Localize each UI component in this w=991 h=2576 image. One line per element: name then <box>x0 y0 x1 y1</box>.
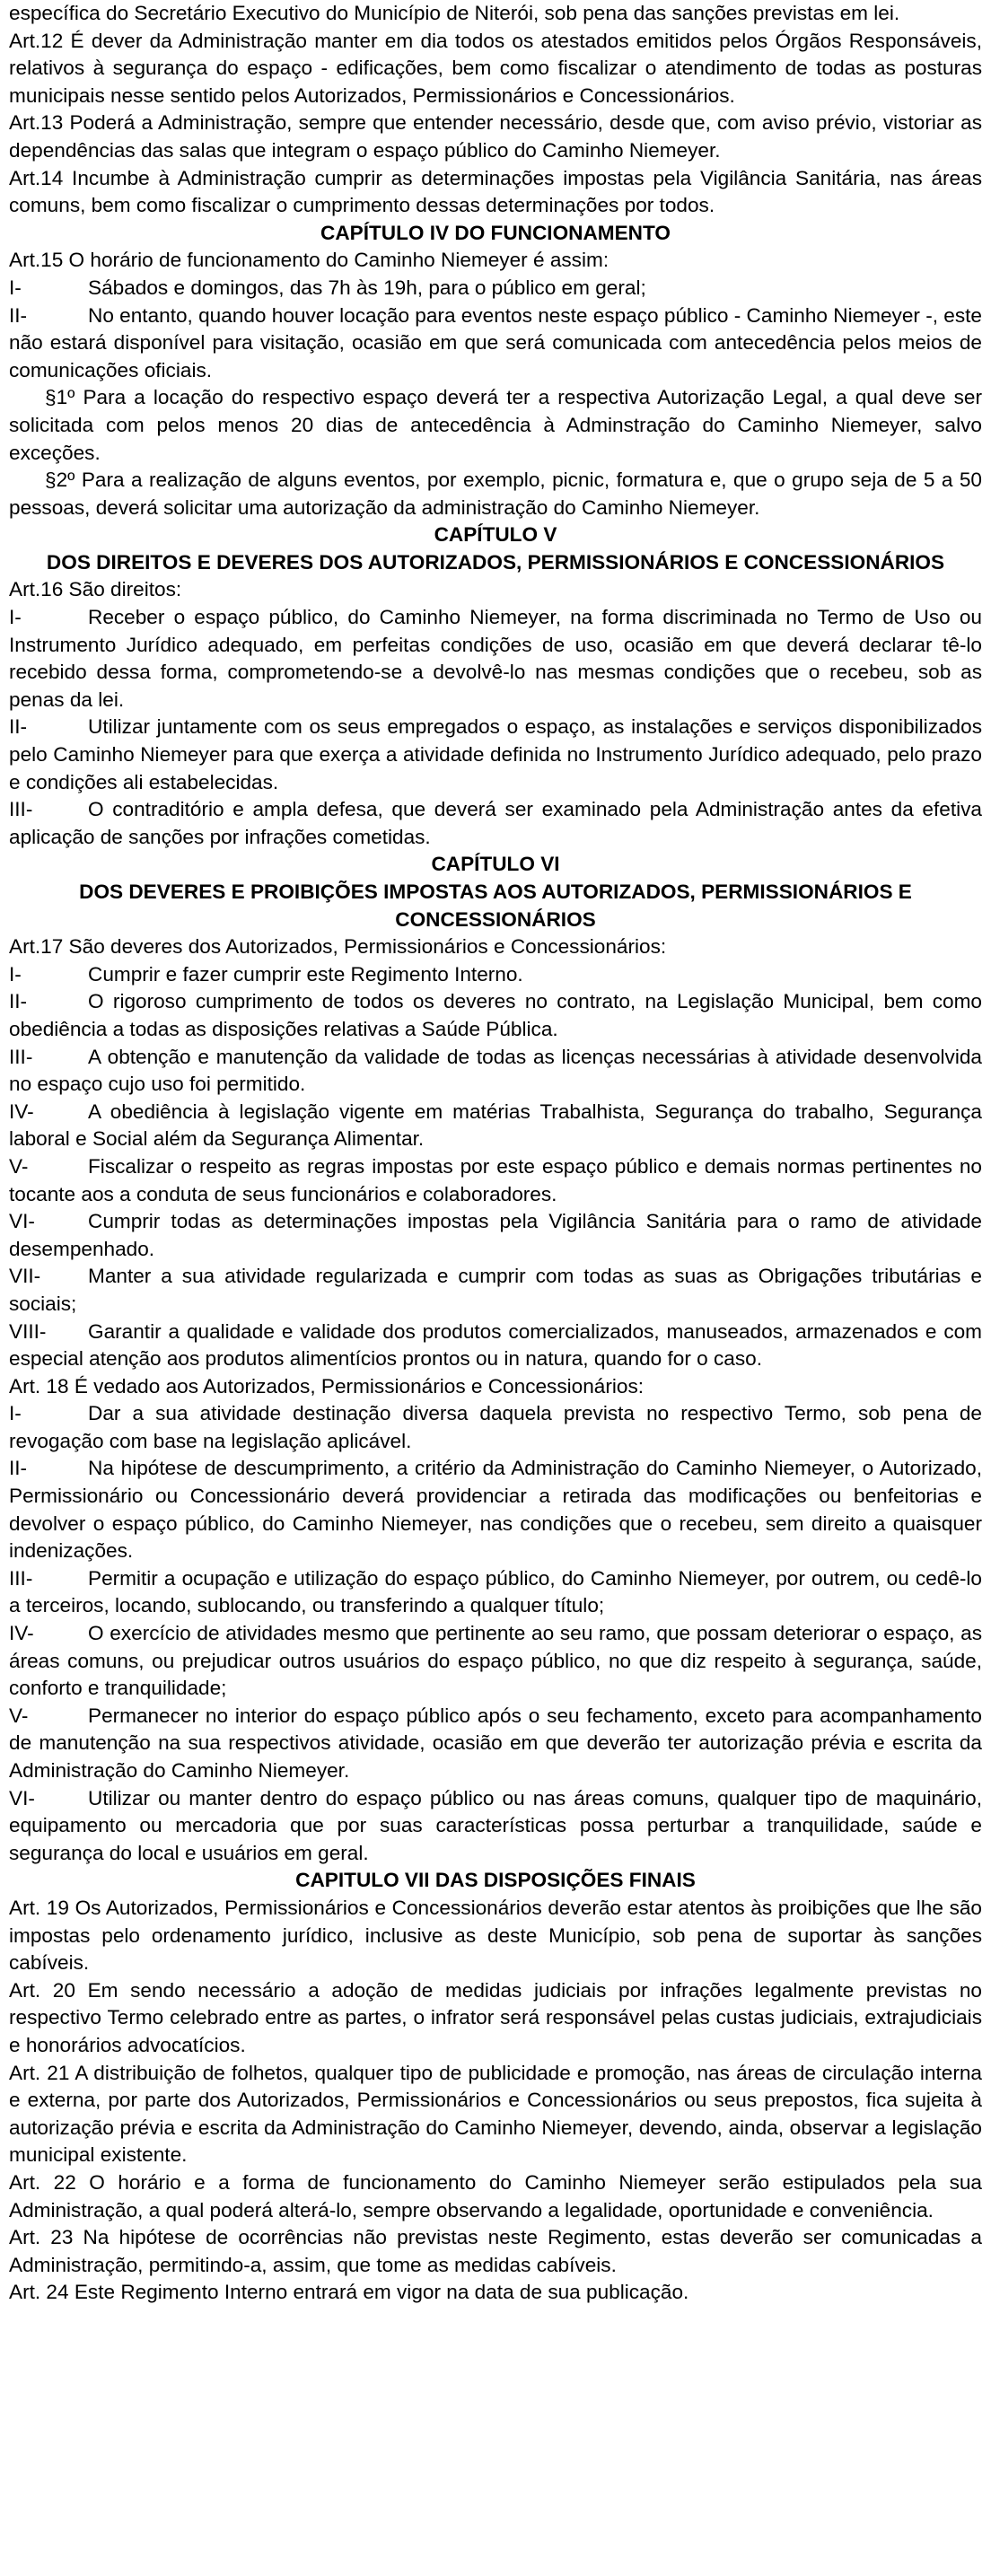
item-number: VI- <box>9 1210 35 1233</box>
item-number: I- <box>9 606 22 629</box>
item-text: Utilizar juntamente com os seus empregados o espaço, as instalações e serviços disponibilizados pelo Caminho Niemeyer para que exerça a atividade definida no Instrumento Jurídico adequado, pelo prazo e condições ali estabelecidas. <box>9 715 982 793</box>
item-number: V- <box>9 1704 29 1727</box>
paragraph-art20: Art. 20 Em sendo necessário a adoção de medidas judiciais por infrações legalmente previstas no respectivo Termo celebrado entre as partes, o infrator será responsável pelas custas judiciais, extrajudiciais e honorários advocatícios. <box>9 1978 982 2056</box>
item-text: Receber o espaço público, do Caminho Niemeyer, na forma discriminada no Termo de Uso ou Instrumento Jurídico adequado, em perfeitas condições de uso, ocasião em que deverá declarar tê-lo recebido dessa forma, comprometendo-se a devolvê-lo nas mesmas condições que o recebeu, sob as penas da lei. <box>9 606 982 711</box>
art18-item-i <box>9 1400 982 1455</box>
chapter-vii-heading: CAPITULO VII DAS DISPOSIÇÕES FINAIS <box>295 1869 696 1892</box>
chapter-vi-title: DOS DEVERES E PROIBIÇÕES IMPOSTAS AOS AUTORIZADOS, PERMISSIONÁRIOS E CONCESSIONÁRIOS <box>79 881 912 931</box>
item-number: II- <box>9 990 28 1013</box>
item-number: II- <box>9 303 28 327</box>
paragraph-art16: Art.16 São direitos: <box>9 578 182 601</box>
chapter-vi-heading: CAPÍTULO VI <box>431 853 560 876</box>
item-number: I- <box>9 1402 22 1425</box>
paragraph-art14: Art.14 Incumbe à Administração cumprir as determinações impostas pela Vigilância Sanitária, nas áreas comuns, bem como fiscalizar o cumprimento dessas determinações por todos. <box>9 166 982 217</box>
item-number: I- <box>9 962 22 986</box>
item-text: Cumprir e fazer cumprir este Regimento Interno. <box>88 962 523 986</box>
item-number: IV- <box>9 1100 34 1123</box>
art18-item-iv <box>9 1620 982 1703</box>
item-text: No entanto, quando houver locação para eventos neste espaço público - Caminho Niemeyer -, este não estará disponível para visitação, ocasião em que será comunicada com antecedência pelos meios de comunicações oficiais. <box>9 303 982 381</box>
item-number: VI- <box>9 1786 35 1809</box>
paragraph-art13: Art.13 Poderá a Administração, sempre que entender necessário, desde que, com aviso prévio, vistoriar as dependências das salas que integram o espaço público do Caminho Niemeyer. <box>9 111 982 162</box>
paragraph-art12: Art.12 É dever da Administração manter em dia todos os atestados emitidos pelos Órgãos Responsáveis, relativos à segurança do espaço - edificações, bem como fiscalizar o atendimento de todas as posturas municipais nesse sentido pelos Autorizados, Permissionários e Concessionários. <box>9 29 982 107</box>
paragraph-art21: Art. 21 A distribuição de folhetos, qualquer tipo de publicidade e promoção, nas áreas de circulação interna e externa, por parte dos Autorizados, Permissionários e Concessionários ou seus prepostos, fica sujeita à autorização prévia e escrita da Administração do Caminho Niemeyer, devendo, ainda, observar a legislação municipal existente. <box>9 2061 982 2167</box>
item-number: III- <box>9 1566 33 1590</box>
item-text: Dar a sua atividade destinação diversa daquela prevista no respectivo Termo, sob pena de revogação com base na legislação aplicável. <box>9 1402 982 1452</box>
art18-item-ii <box>9 1455 982 1564</box>
chapter-v-title: DOS DIREITOS E DEVERES DOS AUTORIZADOS, PERMISSIONÁRIOS E CONCESSIONÁRIOS <box>46 550 945 574</box>
art18-item-v <box>9 1703 982 1785</box>
item-text: Cumprir todas as determinações impostas pela Vigilância Sanitária para o ramo de atividade desempenhado. <box>9 1210 982 1260</box>
paragraph-art22: Art. 22 O horário e a forma de funcionamento do Caminho Niemeyer serão estipulados pela sua Administração, a qual poderá alterá-lo, sempre observando a legalidade, oportunidade e conveniência. <box>9 2170 982 2221</box>
art16-item-iii <box>9 796 982 851</box>
item-number: VIII- <box>9 1319 47 1343</box>
art15-item-ii <box>9 302 982 385</box>
art17-item-v <box>9 1153 982 1208</box>
art16-item-ii <box>9 714 982 796</box>
art17-item-iii <box>9 1044 982 1099</box>
item-text: Fiscalizar o respeito as regras impostas por este espaço público e demais normas pertinentes no tocante aos a conduta de seus funcionários e colaboradores. <box>9 1154 982 1205</box>
item-text: Garantir a qualidade e validade dos produtos comercializados, manuseados, armazenados e com especial atenção aos produtos alimentícios prontos ou in natura, quando for o caso. <box>9 1319 982 1371</box>
paragraph-art24: Art. 24 Este Regimento Interno entrará em vigor na data de sua publicação. <box>9 2281 689 2304</box>
item-number: IV- <box>9 1622 34 1645</box>
item-number: I- <box>9 276 22 299</box>
paragraph-section-1: §1º Para a locação do respectivo espaço deverá ter a respectiva Autorização Legal, a qual deve ser solicitada com pelos menos 20 dias de antecedência à Adminstração do Caminho Niemeyer, salvo exceções. <box>9 386 982 464</box>
item-text: A obtenção e manutenção da validade de todas as licenças necessárias à atividade desenvolvida no espaço cujo uso foi permitido. <box>9 1045 982 1096</box>
art16-item-i <box>9 604 982 714</box>
item-number: II- <box>9 715 28 739</box>
item-text: O rigoroso cumprimento de todos os deveres no contrato, na Legislação Municipal, bem como obediência a todas as disposições relativas a Saúde Pública. <box>9 990 982 1040</box>
paragraph-art19: Art. 19 Os Autorizados, Permissionários e Concessionários deverão estar atentos às proibições que lhe são impostas pelo ordenamento jurídico, inclusive as deste Município, sob pena de suportar às sanções cabíveis. <box>9 1896 982 1975</box>
paragraph-section-2: §2º Para a realização de alguns eventos, por exemplo, picnic, formatura e, que o grupo seja de 5 a 50 pessoas, deverá solicitar uma autorização da administração do Caminho Niemeyer. <box>9 469 982 519</box>
art18-item-vi <box>9 1785 982 1868</box>
item-number: II- <box>9 1457 28 1480</box>
item-text: Sábados e domingos, das 7h às 19h, para o público em geral; <box>88 276 646 299</box>
item-text: O contraditório e ampla defesa, que deverá ser examinado pela Administração antes da efetiva aplicação de sanções por infrações cometidas. <box>9 798 982 848</box>
art15-item-i <box>9 275 982 302</box>
item-text: Permanecer no interior do espaço público após o seu fechamento, exceto para acompanhamento de manutenção na sua respectivos atividade, ocasião em que deverão ter autorização prévia e escrita da Administração do Caminho Niemeyer. <box>9 1704 982 1782</box>
item-number: III- <box>9 798 33 821</box>
item-number: VII- <box>9 1265 41 1288</box>
art17-item-vi <box>9 1208 982 1263</box>
item-number: III- <box>9 1045 33 1068</box>
item-text: Utilizar ou manter dentro do espaço público ou nas áreas comuns, qualquer tipo de maquinário, equipamento ou mercadoria que por suas características possa perturbar a tranquilidade, saúde e segurança do local e usuários em geral. <box>9 1786 982 1864</box>
art17-item-iv <box>9 1099 982 1153</box>
chapter-iv-heading: CAPÍTULO IV DO FUNCIONAMENTO <box>320 221 671 244</box>
chapter-v-heading: CAPÍTULO V <box>434 523 557 547</box>
item-number: V- <box>9 1154 29 1178</box>
document-page <box>9 0 982 2307</box>
item-text: Permitir a ocupação e utilização do espaço público, do Caminho Niemeyer, por outrem, ou cedê-lo a terceiros, locando, sublocando, ou transferindo a qualquer título; <box>9 1566 982 1617</box>
item-text: O exercício de atividades mesmo que pertinente ao seu ramo, que possam deteriorar o espaço, as áreas comuns, ou prejudicar outros usuários do espaço público, no que diz respeito à segurança, saúde, conforto e tranquilidade; <box>9 1622 982 1700</box>
paragraph-art15: Art.15 O horário de funcionamento do Caminho Niemeyer é assim: <box>9 249 610 272</box>
paragraph-art17: Art.17 São deveres dos Autorizados, Permissionários e Concessionários: <box>9 935 667 959</box>
art17-item-viii <box>9 1319 982 1373</box>
art18-item-iii <box>9 1565 982 1620</box>
item-text: Manter a sua atividade regularizada e cumprir com todas as suas as Obrigações tributárias e sociais; <box>9 1265 982 1315</box>
art17-item-ii <box>9 988 982 1043</box>
item-text: Na hipótese de descumprimento, a critério da Administração do Caminho Niemeyer, o Autorizado, Permissionário ou Concessionário deverá providenciar a retirada das modificações ou benfeitorias e devolver o espaço público, do Caminho Niemeyer, nas condições que o recebeu, sem direito a quaisquer indenizações. <box>9 1457 982 1563</box>
paragraph-art23: Art. 23 Na hipótese de ocorrências não previstas neste Regimento, estas deverão ser comunicadas a Administração, permitindo-a, assim, que tome as medidas cabíveis. <box>9 2226 982 2276</box>
paragraph-art18: Art. 18 É vedado aos Autorizados, Permissionários e Concessionários: <box>9 1374 645 1398</box>
paragraph-secretario: específica do Secretário Executivo do Município de Niterói, sob pena das sanções previstas em lei. <box>9 2 900 24</box>
art17-item-vii <box>9 1263 982 1318</box>
item-text: A obediência à legislação vigente em matérias Trabalhista, Segurança do trabalho, Segurança laboral e Social além da Segurança Alimentar. <box>9 1100 982 1151</box>
art17-item-i <box>9 961 982 989</box>
